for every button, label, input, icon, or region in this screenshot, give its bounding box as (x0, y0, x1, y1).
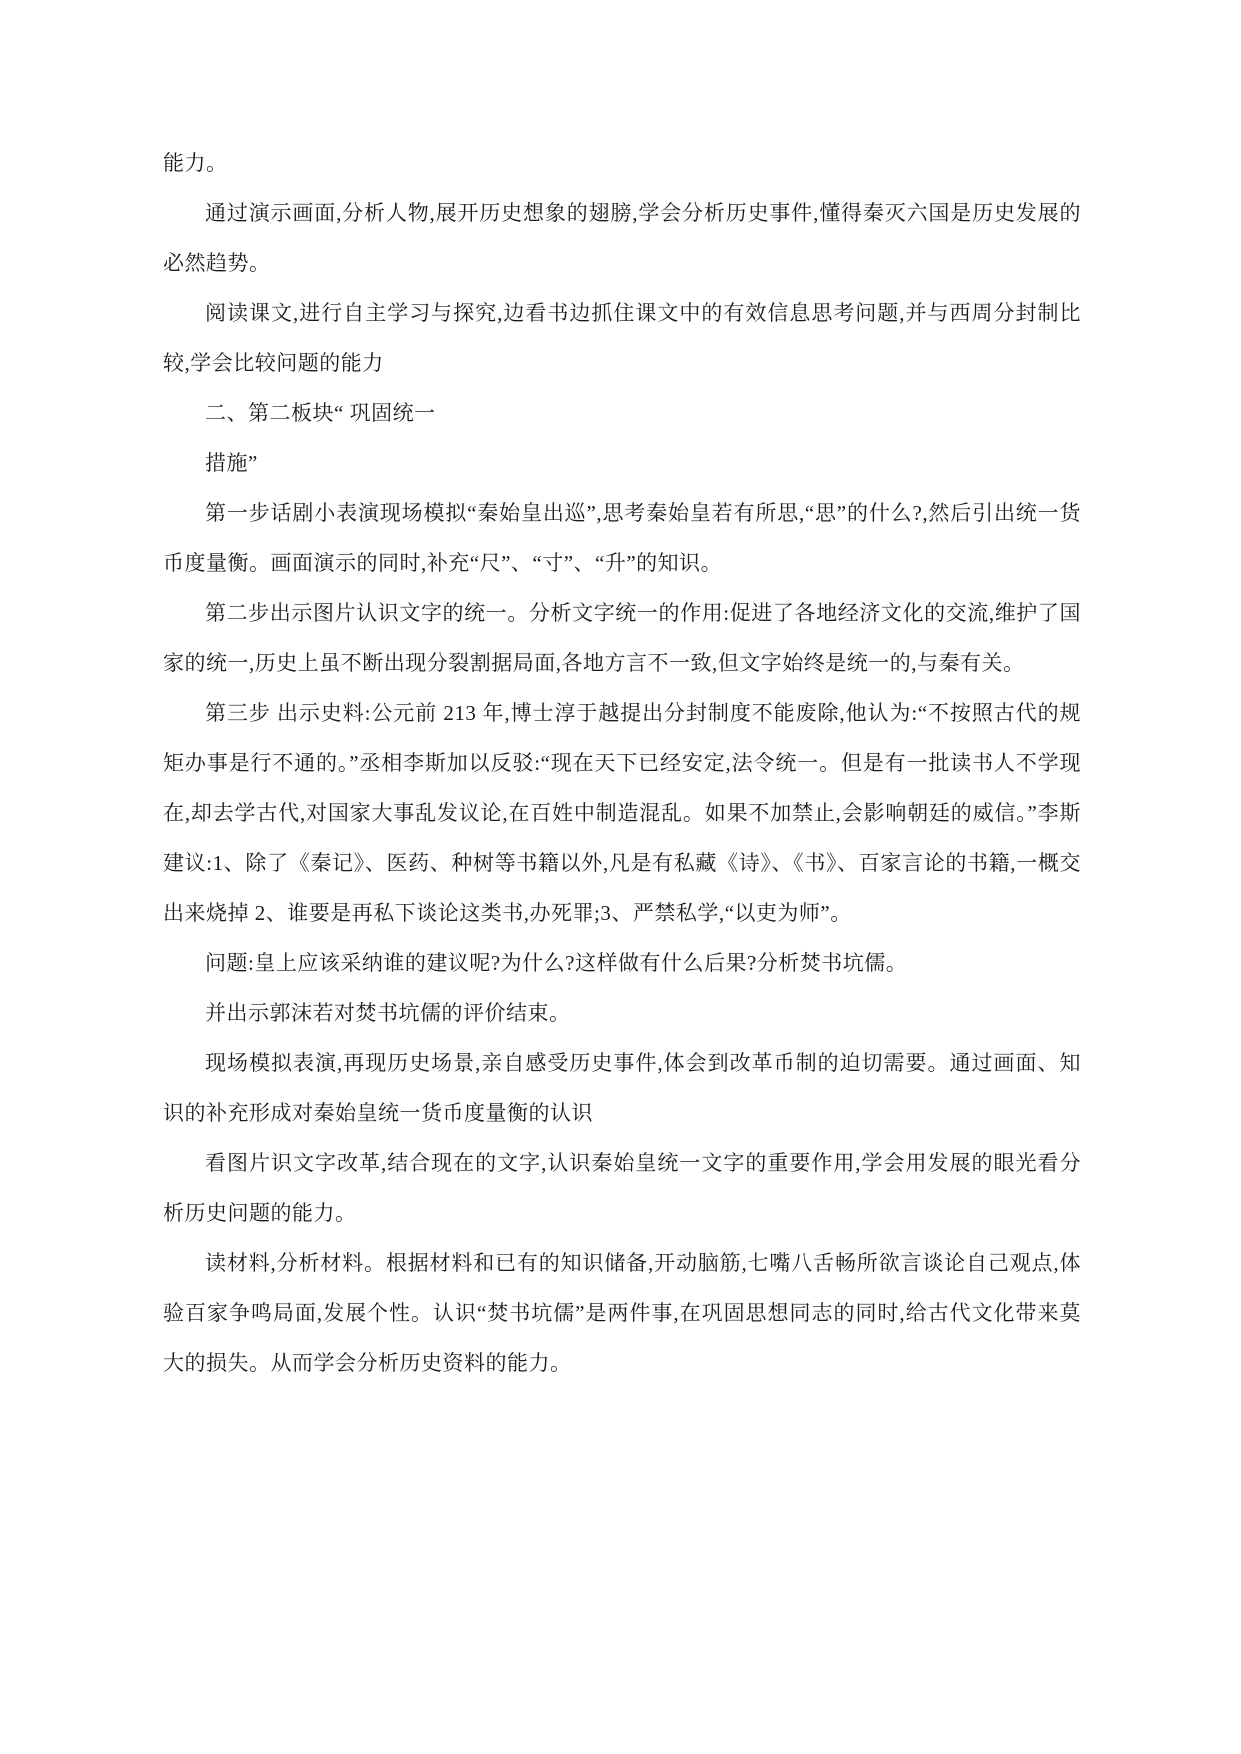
paragraph: 读材料,分析材料。根据材料和已有的知识储备,开动脑筋,七嘴八舌畅所欲言谈论自己观点,体验百家争鸣局面,发展个性。认识“焚书坑儒”是两件事,在巩固思想同志的同时,给古代文化带来莫大的损失。从而学会分析历史资料的能力。 (163, 1251, 1081, 1375)
paragraph: 第三步 出示史料:公元前 213 年,博士淳于越提出分封制度不能废除,他认为:“不按照古代的规矩办事是行不通的。”丞相李斯加以反驳:“现在天下已经安定,法令统一。但是有一批读书人不学现在,却去学古代,对国家大事乱发议论,在百姓中制造混乱。如果不加禁止,会影响朝廷的威信。”李斯建议:1、除了《秦记》、医药、种树等书籍以外,凡是有私藏《诗》、《书》、百家言论的书籍,一概交出来烧掉 2、谁要是再私下谈论这类书,办死罪;3、严禁私学,“以吏为师”。 (163, 701, 1081, 925)
paragraph: 二、第二板块“ 巩固统一 (205, 401, 436, 425)
paragraph: 看图片识文字改革,结合现在的文字,认识秦始皇统一文字的重要作用,学会用发展的眼光看分析历史问题的能力。 (163, 1151, 1081, 1225)
paragraph: 第二步出示图片认识文字的统一。分析文字统一的作用:促进了各地经济文化的交流,维护了国家的统一,历史上虽不断出现分裂割据局面,各地方言不一致,但文字始终是统一的,与秦有关。 (163, 601, 1081, 675)
paragraph: 问题:皇上应该采纳谁的建议呢?为什么?这样做有什么后果?分析焚书坑儒。 (205, 951, 908, 975)
document-body (163, 138, 1081, 1388)
paragraph: 现场模拟表演,再现历史场景,亲自感受历史事件,体会到改革币制的迫切需要。通过画面、知识的补充形成对秦始皇统一货币度量衡的认识 (163, 1051, 1081, 1125)
paragraph: 阅读课文,进行自主学习与探究,边看书边抓住课文中的有效信息思考问题,并与西周分封制比较,学会比较问题的能力 (163, 301, 1081, 375)
paragraph: 并出示郭沫若对焚书坑儒的评价结束。 (205, 1001, 571, 1025)
paragraph: 通过演示画面,分析人物,展开历史想象的翅膀,学会分析历史事件,懂得秦灭六国是历史发展的必然趋势。 (163, 201, 1081, 275)
paragraph: 第一步话剧小表演现场模拟“秦始皇出巡”,思考秦始皇若有所思,“思”的什么?,然后引出统一货币度量衡。画面演示的同时,补充“尺”、“寸”、“升”的知识。 (163, 501, 1081, 575)
paragraph: 措施” (205, 451, 258, 475)
paragraph: 能力。 (163, 151, 228, 175)
